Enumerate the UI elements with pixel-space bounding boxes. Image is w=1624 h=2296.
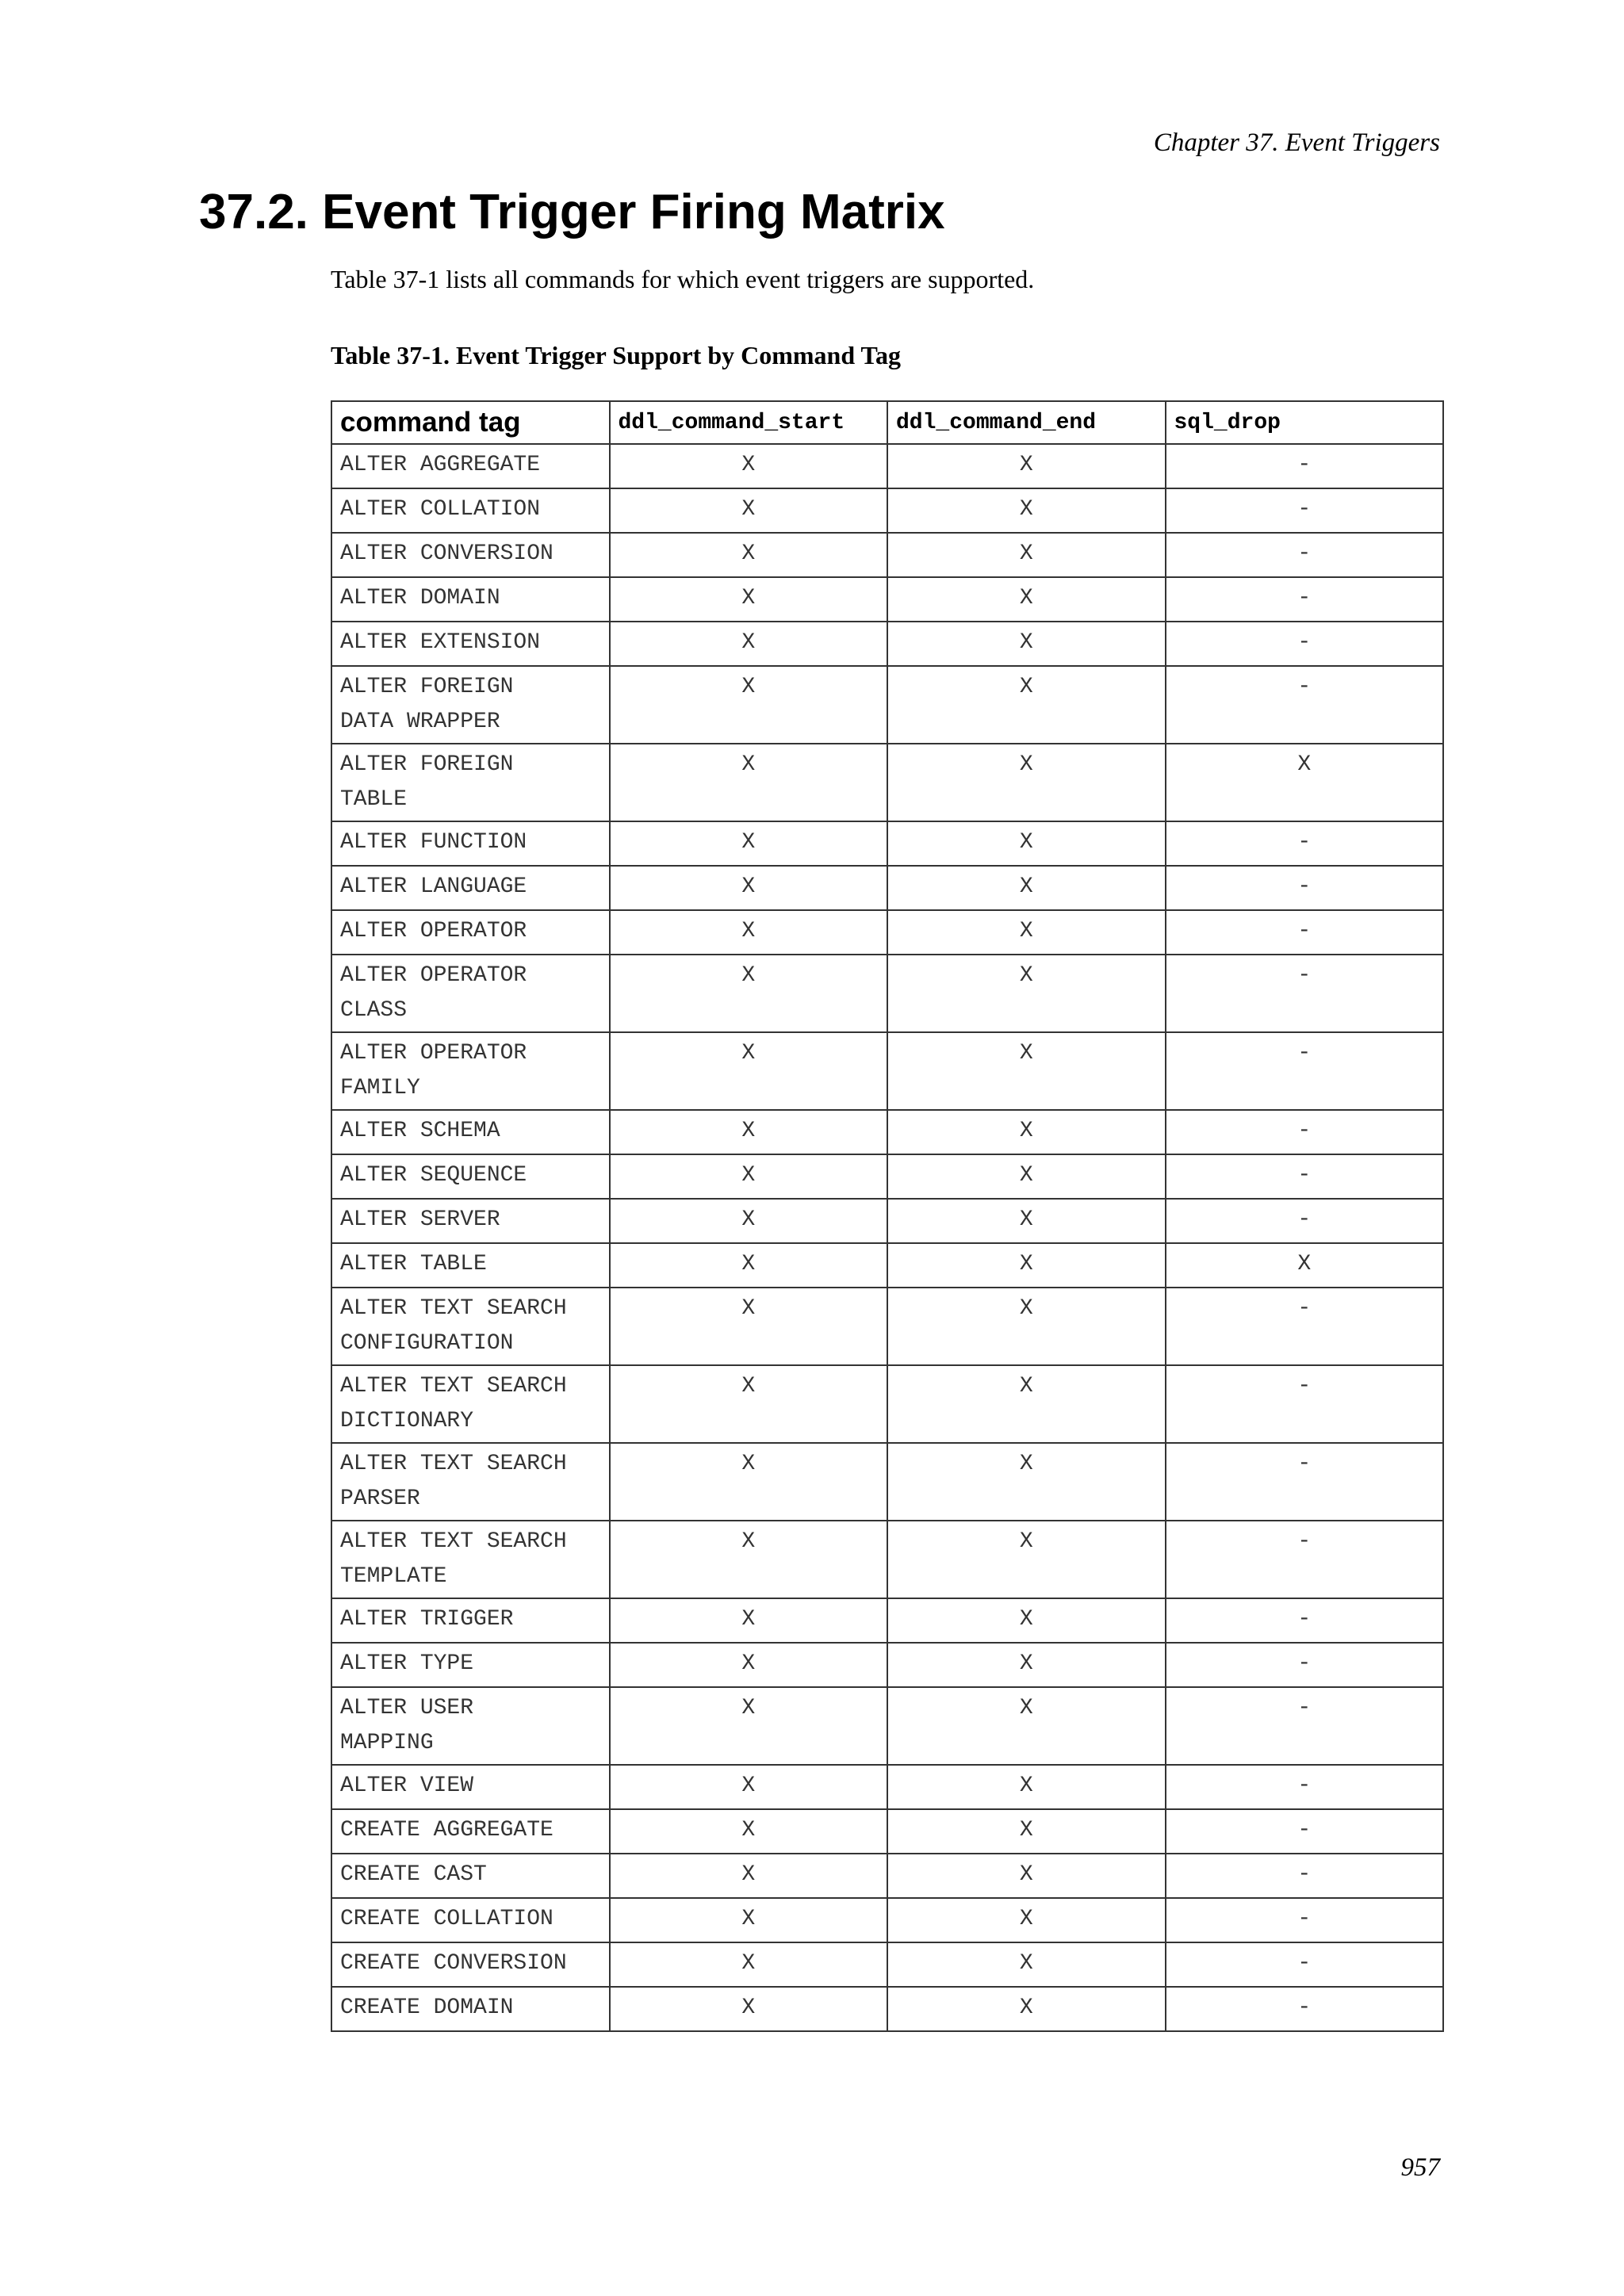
command-tag-cell: ALTER LANGUAGE [331, 866, 610, 910]
command-tag-cell: CREATE AGGREGATE [331, 1809, 610, 1854]
sql-drop-cell: - [1166, 955, 1444, 1032]
table-row [331, 1288, 1443, 1365]
sql-drop-cell: - [1166, 622, 1444, 666]
ddl-command-end-cell: X [887, 622, 1166, 666]
sql-drop-cell: - [1166, 1643, 1444, 1687]
sql-drop-cell: - [1166, 1154, 1444, 1199]
table-row [331, 666, 1443, 744]
running-header: Chapter 37. Event Triggers [1153, 128, 1440, 157]
table-row [331, 1942, 1443, 1987]
command-tag-cell: CREATE CAST [331, 1854, 610, 1898]
ddl-command-start-cell: X [610, 1898, 888, 1942]
sql-drop-cell: - [1166, 444, 1444, 488]
sql-drop-cell: - [1166, 866, 1444, 910]
sql-drop-cell: - [1166, 1110, 1444, 1154]
table-row [331, 1521, 1443, 1598]
sql-drop-cell: - [1166, 577, 1444, 622]
table-row [331, 955, 1443, 1032]
command-tag-cell: ALTER FUNCTION [331, 821, 610, 866]
table-header-row [331, 401, 1443, 444]
table-row [331, 1809, 1443, 1854]
command-tag-cell: ALTER VIEW [331, 1765, 610, 1809]
sql-drop-cell: - [1166, 1687, 1444, 1765]
sql-drop-cell: - [1166, 1521, 1444, 1598]
ddl-command-end-cell: X [887, 1154, 1166, 1199]
table-row [331, 1598, 1443, 1643]
ddl-command-start-cell: X [610, 1942, 888, 1987]
command-tag-cell: ALTER OPERATOR [331, 910, 610, 955]
ddl-command-end-cell: X [887, 1110, 1166, 1154]
sql-drop-cell: - [1166, 1443, 1444, 1521]
sql-drop-cell: - [1166, 1809, 1444, 1854]
ddl-command-end-cell: X [887, 488, 1166, 533]
table-row [331, 1110, 1443, 1154]
ddl-command-start-cell: X [610, 821, 888, 866]
command-tag-cell: ALTER FOREIGN TABLE [331, 744, 610, 821]
ddl-command-end-cell: X [887, 1643, 1166, 1687]
ddl-command-start-cell: X [610, 1809, 888, 1854]
sql-drop-cell: - [1166, 1365, 1444, 1443]
table-row [331, 1365, 1443, 1443]
ddl-command-end-cell: X [887, 821, 1166, 866]
sql-drop-cell: - [1166, 666, 1444, 744]
sql-drop-cell: - [1166, 488, 1444, 533]
command-tag-cell: ALTER OPERATOR FAMILY [331, 1032, 610, 1110]
ddl-command-end-cell: X [887, 866, 1166, 910]
table-row [331, 444, 1443, 488]
table-row [331, 1032, 1443, 1110]
event-trigger-table [331, 400, 1444, 2032]
ddl-command-start-cell: X [610, 666, 888, 744]
ddl-command-start-cell: X [610, 1110, 888, 1154]
command-tag-cell: ALTER TYPE [331, 1643, 610, 1687]
sql-drop-cell: X [1166, 744, 1444, 821]
ddl-command-end-cell: X [887, 1987, 1166, 2031]
ddl-command-start-cell: X [610, 1199, 888, 1243]
ddl-command-end-cell: X [887, 1854, 1166, 1898]
command-tag-cell: CREATE COLLATION [331, 1898, 610, 1942]
table-row [331, 1854, 1443, 1898]
ddl-command-start-cell: X [610, 1288, 888, 1365]
sql-drop-cell: X [1166, 1243, 1444, 1288]
table-row [331, 488, 1443, 533]
table-row [331, 533, 1443, 577]
ddl-command-start-cell: X [610, 622, 888, 666]
intro-paragraph: Table 37-1 lists all commands for which event triggers are supported. [331, 265, 1035, 293]
table-row [331, 577, 1443, 622]
table-row [331, 744, 1443, 821]
command-tag-cell: ALTER SCHEMA [331, 1110, 610, 1154]
sql-drop-cell: - [1166, 1288, 1444, 1365]
ddl-command-start-cell: X [610, 955, 888, 1032]
command-tag-cell: ALTER TEXT SEARCH CONFIGURATION [331, 1288, 610, 1365]
ddl-command-start-cell: X [610, 1443, 888, 1521]
ddl-command-end-cell: X [887, 910, 1166, 955]
sql-drop-cell: - [1166, 533, 1444, 577]
ddl-command-end-cell: X [887, 1687, 1166, 1765]
ddl-command-end-cell: X [887, 1898, 1166, 1942]
sql-drop-cell: - [1166, 1199, 1444, 1243]
sql-drop-cell: - [1166, 1942, 1444, 1987]
table-row [331, 1443, 1443, 1521]
command-tag-cell: ALTER EXTENSION [331, 622, 610, 666]
ddl-command-start-cell: X [610, 1521, 888, 1598]
ddl-command-start-cell: X [610, 1598, 888, 1643]
table-row [331, 1199, 1443, 1243]
section-title: 37.2. Event Trigger Firing Matrix [199, 185, 945, 239]
command-tag-cell: ALTER USER MAPPING [331, 1687, 610, 1765]
command-tag-cell: ALTER TEXT SEARCH PARSER [331, 1443, 610, 1521]
ddl-command-end-cell: X [887, 1288, 1166, 1365]
ddl-command-end-cell: X [887, 1942, 1166, 1987]
ddl-command-start-cell: X [610, 910, 888, 955]
command-tag-cell: ALTER DOMAIN [331, 577, 610, 622]
ddl-command-start-cell: X [610, 1854, 888, 1898]
table-row [331, 866, 1443, 910]
ddl-command-end-cell: X [887, 577, 1166, 622]
page-number: 957 [1400, 2153, 1440, 2182]
ddl-command-end-cell: X [887, 1809, 1166, 1854]
sql-drop-cell: - [1166, 1898, 1444, 1942]
ddl-command-end-cell: X [887, 744, 1166, 821]
table-caption: Table 37-1. Event Trigger Support by Command Tag [331, 341, 901, 369]
column-header-command-tag: command tag [331, 401, 610, 444]
sql-drop-cell: - [1166, 1854, 1444, 1898]
ddl-command-end-cell: X [887, 1032, 1166, 1110]
command-tag-cell: ALTER CONVERSION [331, 533, 610, 577]
table-row [331, 1154, 1443, 1199]
ddl-command-start-cell: X [610, 866, 888, 910]
command-tag-cell: ALTER FOREIGN DATA WRAPPER [331, 666, 610, 744]
ddl-command-start-cell: X [610, 1032, 888, 1110]
command-tag-cell: ALTER TRIGGER [331, 1598, 610, 1643]
ddl-command-end-cell: X [887, 1598, 1166, 1643]
sql-drop-cell: - [1166, 1032, 1444, 1110]
column-header-sql-drop: sql_drop [1166, 401, 1444, 444]
command-tag-cell: ALTER SEQUENCE [331, 1154, 610, 1199]
command-tag-cell: ALTER OPERATOR CLASS [331, 955, 610, 1032]
ddl-command-end-cell: X [887, 1521, 1166, 1598]
ddl-command-start-cell: X [610, 488, 888, 533]
command-tag-cell: ALTER TEXT SEARCH TEMPLATE [331, 1521, 610, 1598]
table-row [331, 1643, 1443, 1687]
table-row [331, 821, 1443, 866]
ddl-command-end-cell: X [887, 533, 1166, 577]
command-tag-cell: CREATE DOMAIN [331, 1987, 610, 2031]
command-tag-cell: ALTER SERVER [331, 1199, 610, 1243]
ddl-command-start-cell: X [610, 533, 888, 577]
ddl-command-start-cell: X [610, 1765, 888, 1809]
ddl-command-end-cell: X [887, 1365, 1166, 1443]
column-header-ddl-command-end: ddl_command_end [887, 401, 1166, 444]
sql-drop-cell: - [1166, 1987, 1444, 2031]
ddl-command-end-cell: X [887, 955, 1166, 1032]
ddl-command-start-cell: X [610, 1987, 888, 2031]
ddl-command-end-cell: X [887, 1199, 1166, 1243]
column-header-ddl-command-start: ddl_command_start [610, 401, 888, 444]
table-row [331, 910, 1443, 955]
ddl-command-end-cell: X [887, 1443, 1166, 1521]
ddl-command-start-cell: X [610, 577, 888, 622]
ddl-command-start-cell: X [610, 1243, 888, 1288]
ddl-command-end-cell: X [887, 444, 1166, 488]
sql-drop-cell: - [1166, 910, 1444, 955]
ddl-command-start-cell: X [610, 1154, 888, 1199]
ddl-command-start-cell: X [610, 1365, 888, 1443]
command-tag-cell: ALTER TABLE [331, 1243, 610, 1288]
table-row [331, 1243, 1443, 1288]
table-row [331, 1687, 1443, 1765]
table-row [331, 622, 1443, 666]
ddl-command-end-cell: X [887, 1765, 1166, 1809]
table-row [331, 1765, 1443, 1809]
ddl-command-start-cell: X [610, 744, 888, 821]
command-tag-cell: ALTER COLLATION [331, 488, 610, 533]
ddl-command-start-cell: X [610, 1687, 888, 1765]
sql-drop-cell: - [1166, 821, 1444, 866]
table-row [331, 1898, 1443, 1942]
sql-drop-cell: - [1166, 1765, 1444, 1809]
sql-drop-cell: - [1166, 1598, 1444, 1643]
ddl-command-start-cell: X [610, 1643, 888, 1687]
ddl-command-end-cell: X [887, 1243, 1166, 1288]
command-tag-cell: ALTER TEXT SEARCH DICTIONARY [331, 1365, 610, 1443]
ddl-command-start-cell: X [610, 444, 888, 488]
table-row [331, 1987, 1443, 2031]
ddl-command-end-cell: X [887, 666, 1166, 744]
command-tag-cell: CREATE CONVERSION [331, 1942, 610, 1987]
command-tag-cell: ALTER AGGREGATE [331, 444, 610, 488]
